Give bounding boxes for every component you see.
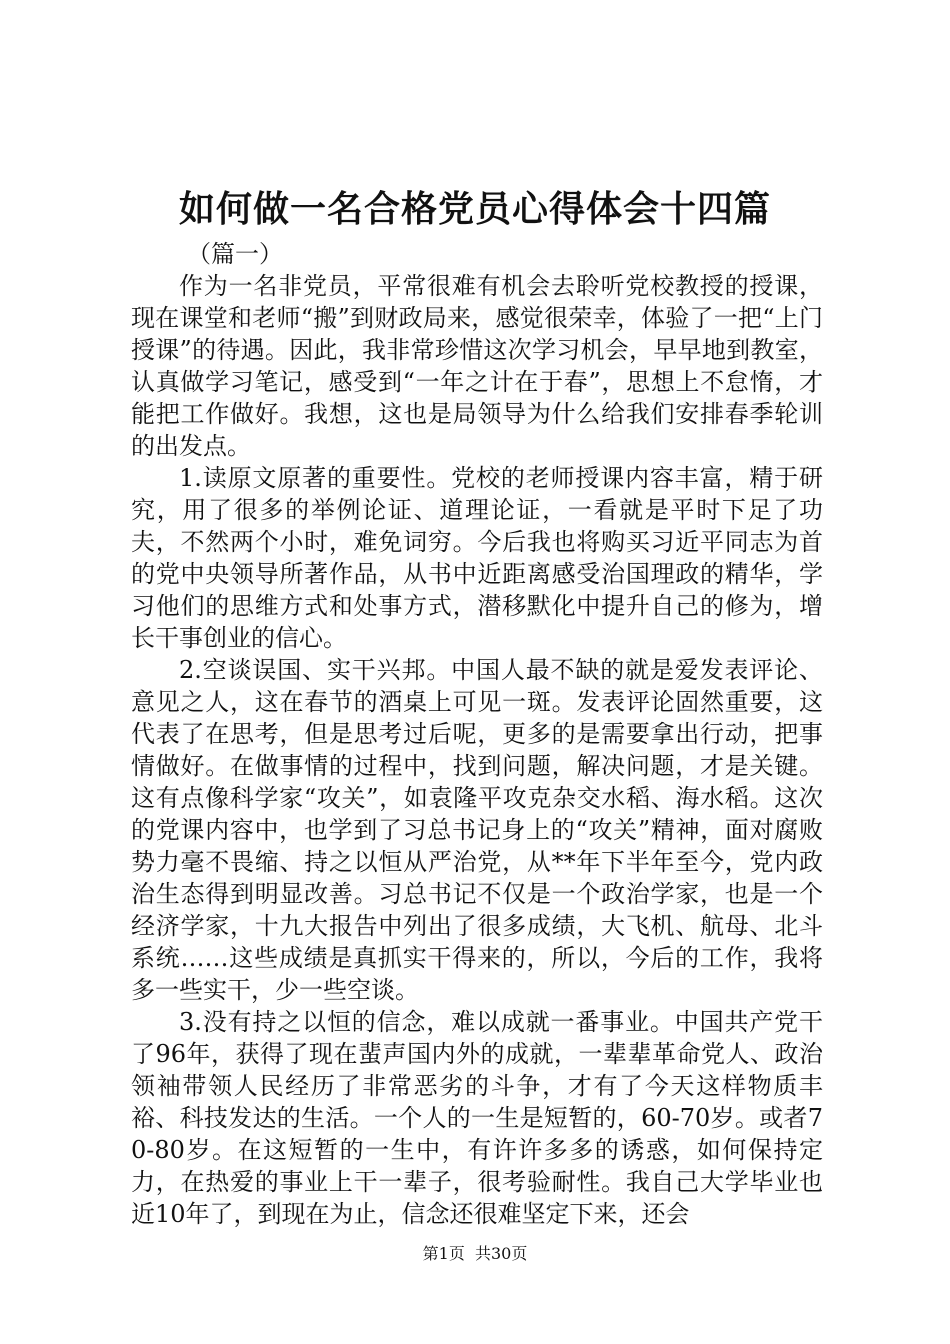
document-title: 如何做一名合格党员心得体会十四篇 [178, 188, 771, 230]
document-body [131, 238, 823, 1230]
page-indicator: 第1页 共30页 [422, 1244, 528, 1263]
paragraph-point-1: 1.读原文原著的重要性。党校的老师授课内容丰富，精于研究，用了很多的举例论证、道理论证，一看就是平时下足了功夫，不然两个小时，难免词穷。今后我也将购买习近平同志为首的党中央领导所著作品，从书中近距离感受治国理政的精华，学习他们的思维方式和处事方式，潜移默化中提升自己的修为，增长干事创业的信心。 [131, 464, 823, 652]
paragraph-point-2: 2.空谈误国、实干兴邦。中国人最不缺的就是爱发表评论、意见之人，这在春节的酒桌上可见一斑。发表评论固然重要，这代表了在思考，但是思考过后呢，更多的是需要拿出行动，把事情做好。在做事情的过程中，找到问题，解决问题，才是关键。这有点像科学家“攻关”，如袁隆平攻克杂交水稻、海水稻。这次的党课内容中，也学到了习总书记身上的“攻关”精神，面对腐败势力毫不畏缩、持之以恒从严治党，从**年下半年至今，党内政治生态得到明显改善。习总书记不仅是一个政治学家，也是一个经济学家，十九大报告中列出了很多成绩，大飞机、航母、北斗系统……这些成绩是真抓实干得来的，所以，今后的工作，我将多一些实干，少一些空谈。 [131, 656, 823, 1004]
section-label: （篇一） [187, 240, 283, 268]
paragraph-intro: 作为一名非党员，平常很难有机会去聆听党校教授的授课，现在课堂和老师“搬”到财政局来，感觉很荣幸，体验了一把“上门授课”的待遇。因此，我非常珍惜这次学习机会，早早地到教室，认真做学习笔记，感受到“一年之计在于春”，思想上不怠惰，才能把工作做好。我想，这也是局领导为什么给我们安排春季轮训的出发点。 [131, 272, 823, 460]
paragraph-point-3: 3.没有持之以恒的信念，难以成就一番事业。中国共产党干了96年，获得了现在蜚声国内外的成就，一辈辈革命党人、政治领袖带领人民经历了非常恶劣的斗争，才有了今天这样物质丰裕、科技发达的生活。一个人的一生是短暂的，60-70岁。或者70-80岁。在这短暂的一生中，有许许多多的诱惑，如何保持定力，在热爱的事业上干一辈子，很考验耐性。我自己大学毕业也近10年了，到现在为止，信念还很难坚定下来，还会 [131, 1008, 823, 1228]
